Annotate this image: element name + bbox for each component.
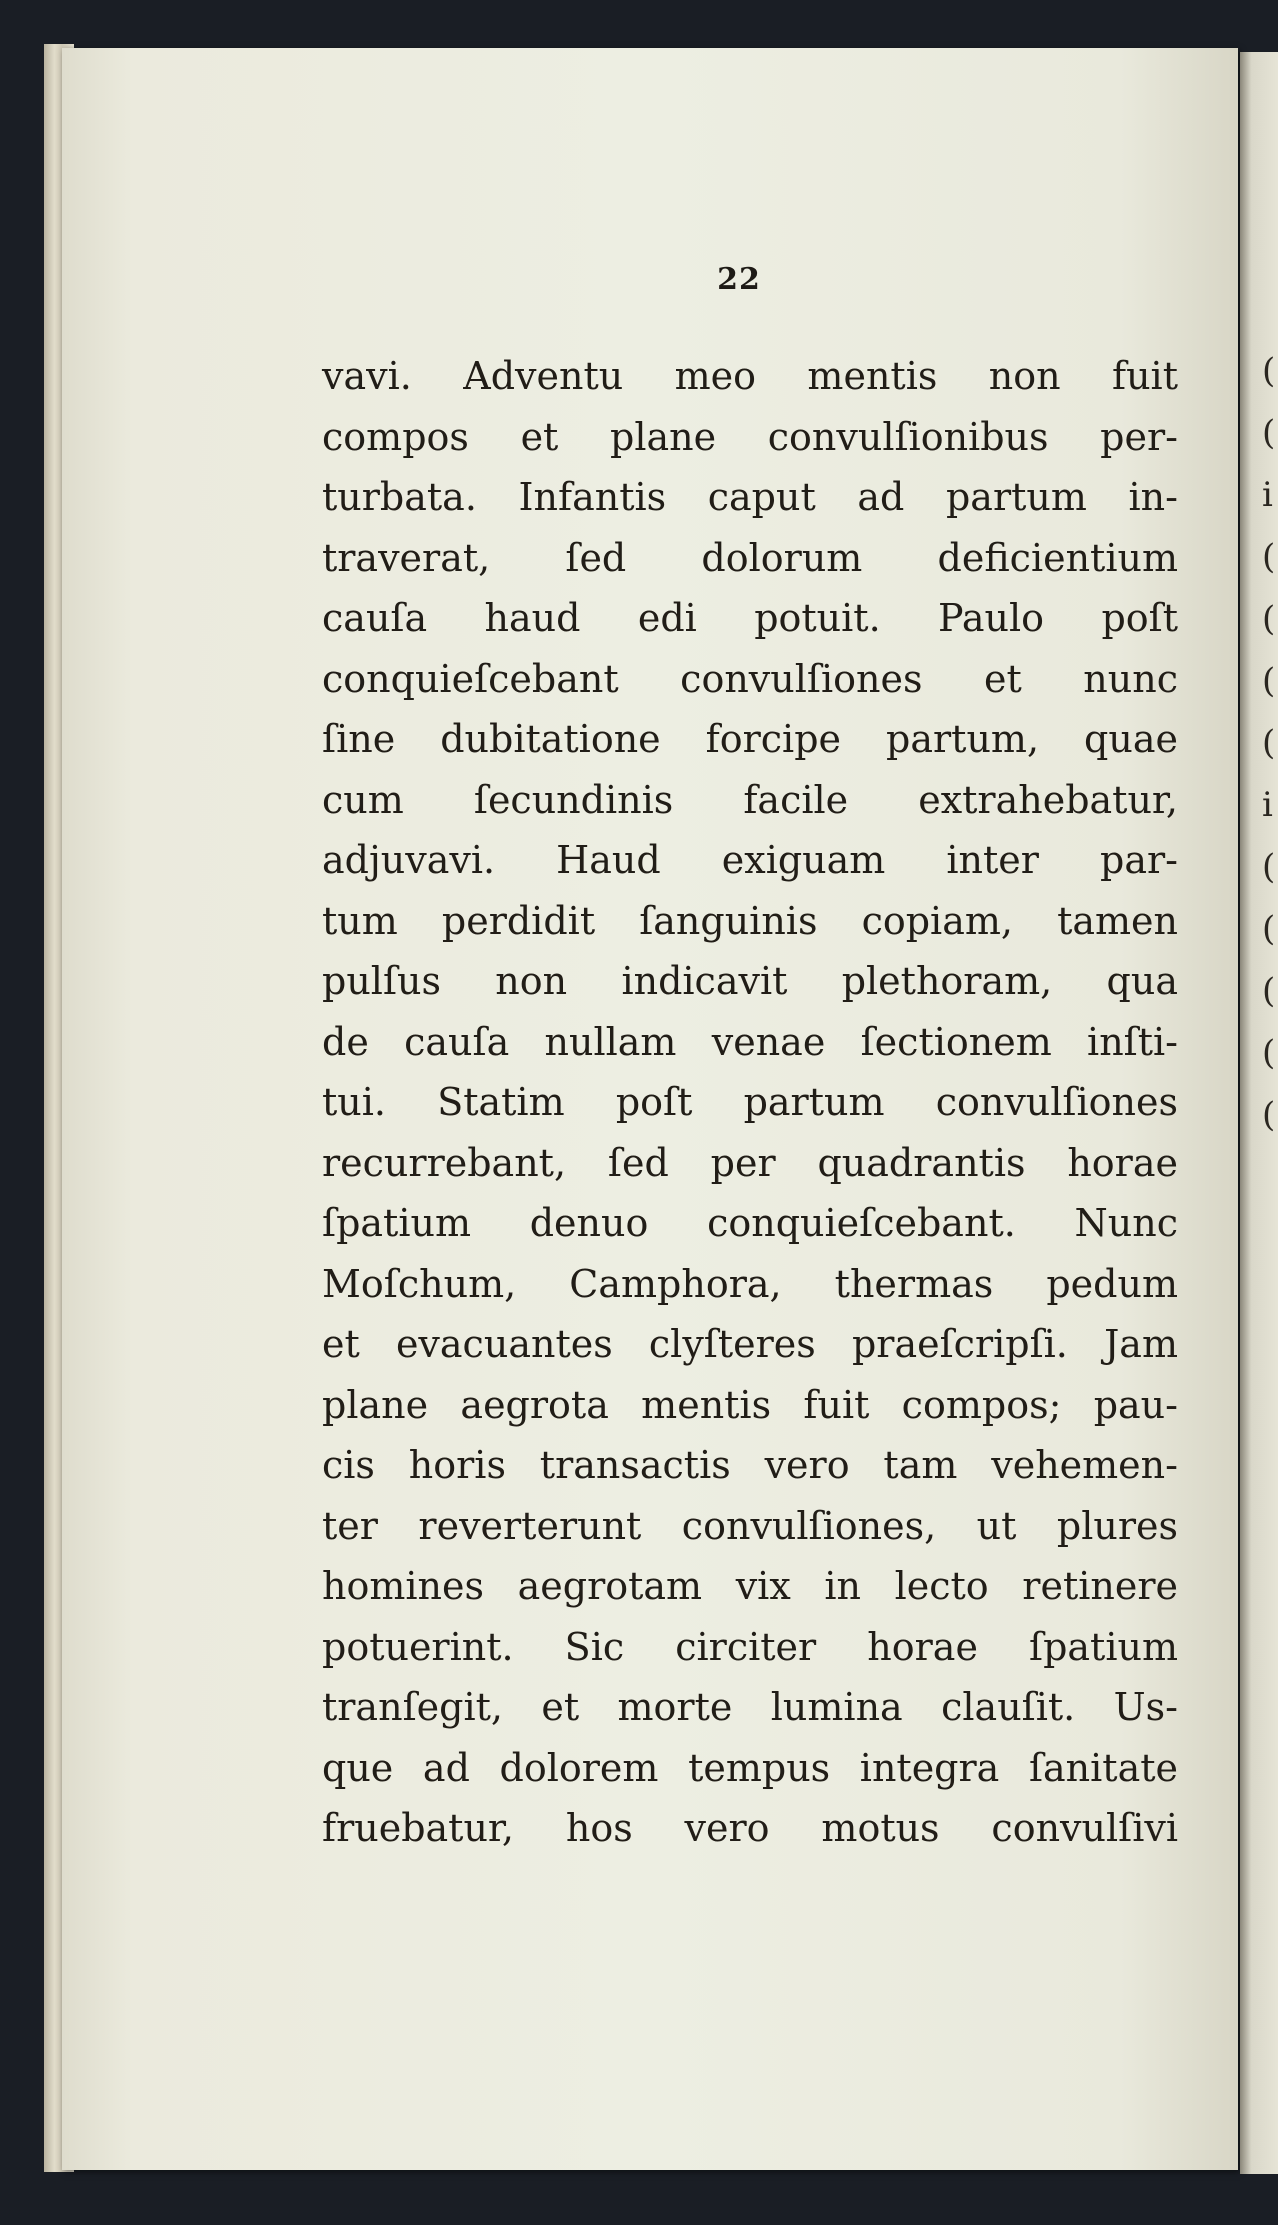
text-line: que ad dolorem tempus integra ſanitate [322,1745,1178,1790]
text-line: cauſa haud edi potuit. Paulo poſt [322,596,1178,640]
facing-page-glyph: i [1262,475,1273,515]
facing-page-glyph: ( [1262,537,1276,577]
text-line: ter reverterunt convulſiones, ut plures [322,1503,1178,1548]
text-line: Moſchum, Camphora, thermas pedum [322,1261,1178,1306]
text-line: cis horis transactis vero tam vehemen- [322,1443,1178,1487]
facing-page-glyph: ( [1262,847,1276,887]
text-line: conquieſcebant convulſiones et nunc [322,656,1178,701]
text-line: turbata. Infantis caput ad partum in- [322,475,1178,519]
facing-page-glyph: ( [1262,971,1276,1011]
text-line: cum ſecundinis facile extrahebatur, [322,777,1178,822]
text-line: homines aegrotam vix in lecto retinere [322,1564,1178,1608]
text-line: plane aegrota mentis fuit compos; pau- [322,1382,1178,1427]
text-line: vavi. Adventu meo mentis non fuit [322,354,1178,398]
text-line: traverat, ſed dolorum deficientium [322,535,1178,580]
facing-page-glyph: ( [1262,723,1276,763]
facing-page-glyph: ( [1262,661,1276,701]
page-number: 22 [717,262,761,297]
facing-page-glyph: ( [1262,1033,1276,1073]
text-line: et evacuantes clyſteres praeſcripſi. Jam [322,1322,1178,1366]
text-line: tranſegit, et morte lumina clauſit. Us- [322,1685,1178,1729]
facing-page-glyph: ( [1262,1095,1276,1135]
facing-page-glyph: ( [1262,351,1276,391]
text-line: adjuvavi. Haud exiguam inter par- [322,838,1178,882]
facing-page-glyph: ( [1262,413,1276,453]
text-line: potuerint. Sic circiter horae ſpatium [322,1624,1178,1669]
text-line: fruebatur, hos vero motus convulſivi [322,1806,1178,1850]
text-line: recurrebant, ſed per quadrantis horae [322,1140,1178,1185]
text-line: ſpatium denuo conquieſcebant. Nunc [322,1201,1178,1245]
body-text [322,346,1178,1859]
facing-page-glyph: ( [1262,599,1276,639]
facing-page-glyphs [1262,340,1278,1146]
text-line: ſine dubitatione forcipe partum, quae [322,717,1178,761]
text-line: pulſus non indicavit plethoram, qua [322,959,1178,1003]
text-line: compos et plane convulſionibus per- [322,414,1178,459]
facing-page-glyph: ( [1262,909,1276,949]
text-line: tum perdidit ſanguinis copiam, tamen [322,898,1178,943]
facing-page-glyph: i [1262,785,1273,825]
text-line: de cauſa nullam venae ſectionem inſti- [322,1019,1178,1064]
text-line: tui. Statim poſt partum convulſiones [322,1080,1178,1124]
